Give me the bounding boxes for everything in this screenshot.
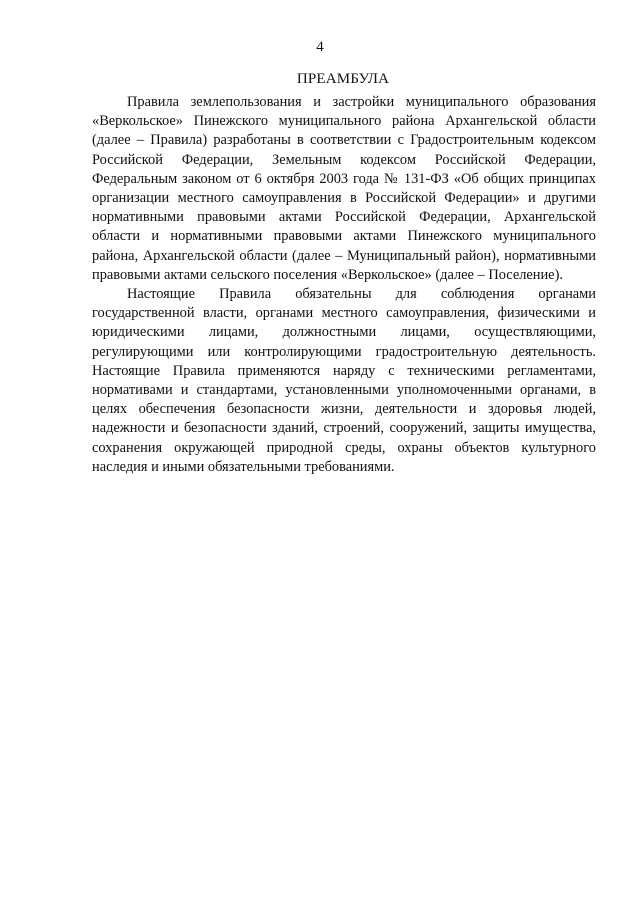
paragraph-1: Правила землепользования и застройки муниципального образования «Веркольское» Пинежского муниципального района Архангельской области (далее – Правила) разработаны в соответствии с Градостроительным кодексом Российской Федерации, Земельным кодексом Российской Федерации, Федеральным законом от 6 октября 2003 года № 131-ФЗ «Об общих принципах организации местного самоуправления в Российской Федерации» и другими нормативными правовыми актами Российской Федерации, Архангельской области и нормативными правовыми актами Пинежского муниципального района, Архангельской области (далее – Муниципальный район), нормативными правовыми актами сельского поселения «Веркольское» (далее – Поселение). [92,94,596,283]
paragraph-2: Настоящие Правила обязательны для соблюдения органами государственной власти, органами местного самоуправления, физическими и юридическими лицами, должностными лицами, осуществляющими, регулирующими или контролирующими градостроительную деятельность. Настоящие Правила применяются наряду с техническими регламентами, нормативами и стандартами, установленными уполномоченными органами, в целях обеспечения безопасности жизни, деятельности и здоровья людей, надежности и безопасности зданий, строений, сооружений, защиты имущества, сохранения окружающей природной среды, охраны объектов культурного наследия и иными обязательными требованиями. [92,286,596,475]
page-number: 4 [316,39,324,55]
section-heading: ПРЕАМБУЛА [296,71,390,87]
document-body [92,93,596,477]
